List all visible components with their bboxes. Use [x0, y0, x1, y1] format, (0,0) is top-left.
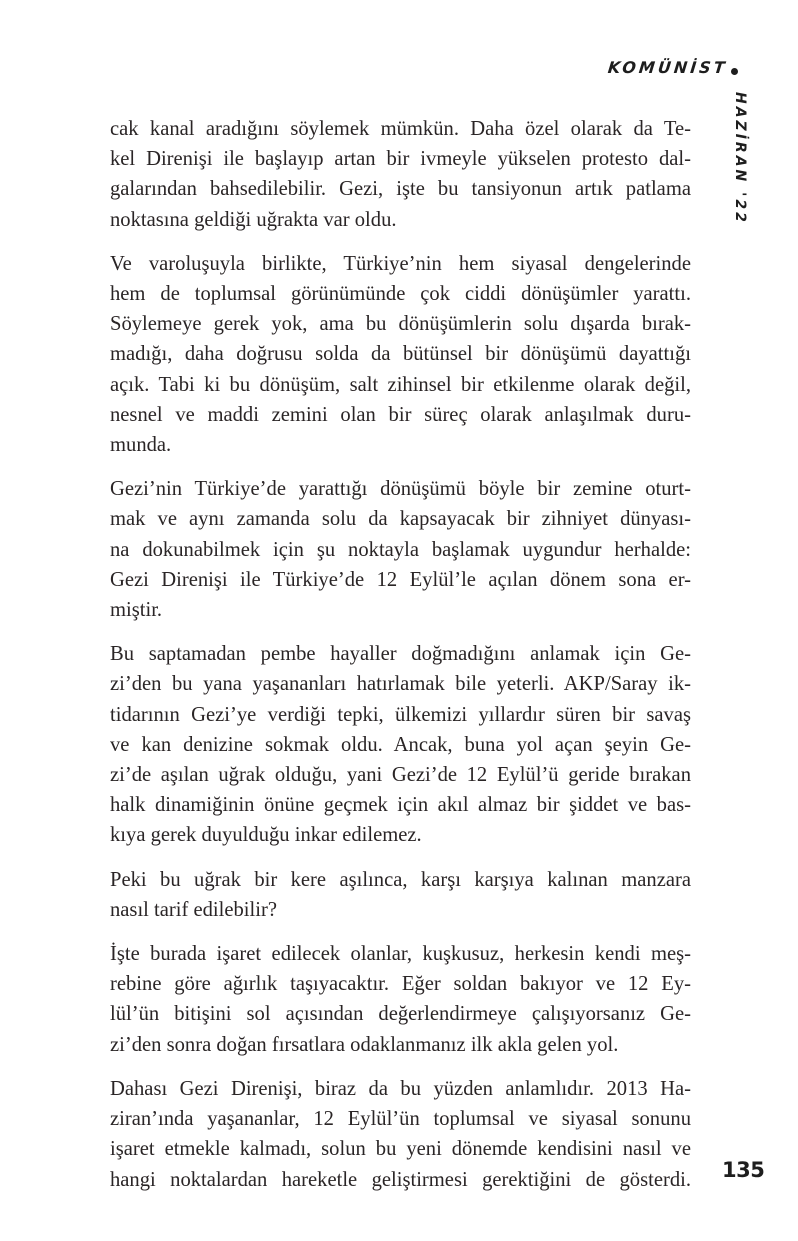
text-line: mak ve aynı zamanda solu da kapsayacak bir zihniyet dünyası-	[110, 508, 691, 531]
text-line: cak kanal aradığını söylemek mümkün. Daha özel olarak da Te-	[110, 118, 691, 140]
text-line: Gezi Direnişi ile Türkiye’de 12 Eylül’le açılan dönem sona er-	[110, 568, 691, 591]
text-line: hem de toplumsal görünümünde çok ciddi dönüşümler yarattı.	[110, 283, 691, 306]
paragraph	[110, 474, 691, 625]
text-line: miştir.	[110, 599, 163, 622]
text-line: kel Direnişi ile başlayıp artan bir ivmeyle yükselen protesto dal-	[110, 148, 691, 171]
text-line: noktasına geldiği uğrakta var oldu.	[110, 208, 397, 231]
text-line: halk dinamiğinin önüne geçmek için akıl almaz bir şiddet ve bas-	[110, 794, 691, 817]
article-body	[110, 114, 691, 1209]
text-line: na dokunabilmek için şu noktayla başlamak uygundur herhalde:	[110, 538, 691, 561]
text-line: Peki bu uğrak bir kere aşılınca, karşı karşıya kalınan manzara	[110, 868, 691, 891]
text-line: tidarının Gezi’ye verdiği tepki, ülkemizi yıllardır süren bir savaş	[110, 703, 691, 726]
text-line: zi’den sonra doğan fırsatlara odaklanmanız ilk akla gelen yol.	[110, 1033, 619, 1056]
paragraph	[110, 939, 691, 1060]
text-line: açık. Tabi ki bu dönüşüm, salt zihinsel bir etkilenme olarak değil,	[110, 373, 691, 396]
text-line: madığı, daha doğrusu solda da bütünsel bir dönüşümü dayattığı	[110, 343, 691, 366]
text-line: Ve varoluşuyla birlikte, Türkiye’nin hem siyasal dengelerinde	[110, 252, 691, 275]
paragraph	[110, 639, 691, 850]
text-line: işaret etmekle kalmadı, solun bu yeni dönemde kendisini nasıl ve	[110, 1138, 691, 1161]
text-line: İşte burada işaret edilecek olanlar, kuşkusuz, herkesin kendi meş-	[110, 943, 691, 966]
page-number: 135	[722, 1158, 765, 1182]
text-line: nasıl tarif edilebilir?	[110, 898, 277, 921]
text-line: ve kan denizine sokmak oldu. Ancak, buna yol açan şeyin Ge-	[110, 733, 691, 756]
text-line: lül’ün bitişini sol açısından değerlendirmeye çalışıyorsanız Ge-	[110, 1003, 691, 1026]
paragraph	[110, 114, 691, 235]
text-line: Gezi’nin Türkiye’de yarattığı dönüşümü böyle bir zemine oturt-	[110, 478, 691, 501]
paragraph	[110, 249, 691, 460]
running-head-magazine-title: KOMÜNİST	[607, 58, 729, 77]
text-line: rebine göre ağırlık taşıyacaktır. Eğer soldan bakıyor ve 12 Ey-	[110, 973, 691, 996]
text-line: kıya gerek duyulduğu inkar edilemez.	[110, 824, 422, 847]
text-line: Bu saptamadan pembe hayaller doğmadığını anlamak için Ge-	[110, 643, 691, 666]
text-line: Söylemeye gerek yok, ama bu dönüşümlerin solu dışarda bırak-	[110, 313, 691, 336]
paragraph	[110, 865, 691, 925]
text-line: hangi noktalardan hareketle geliştirmesi gerektiğini de gösterdi.	[110, 1168, 691, 1191]
text-line: munda.	[110, 434, 172, 457]
text-line: zi’de aşılan uğrak olduğu, yani Gezi’de 12 Eylül’ü geride bırakan	[110, 764, 691, 787]
text-line: ziran’ında yaşananlar, 12 Eylül’ün toplumsal ve siyasal sonunu	[110, 1108, 691, 1131]
bullet-separator-icon	[731, 68, 738, 75]
text-line: zi’den bu yana yaşananları hatırlamak bile yeterli. AKP/Saray ik-	[110, 673, 691, 696]
running-head-issue-date: HAZİRAN '22	[732, 92, 748, 225]
text-line: Dahası Gezi Direnişi, biraz da bu yüzden anlamlıdır. 2013 Ha-	[110, 1077, 691, 1100]
text-line: galarından bahsedilebilir. Gezi, işte bu tansiyonun artık patlama	[110, 178, 691, 201]
text-line: nesnel ve maddi zemini olan bir süreç olarak anlaşılmak duru-	[110, 403, 691, 426]
paragraph	[110, 1074, 691, 1195]
